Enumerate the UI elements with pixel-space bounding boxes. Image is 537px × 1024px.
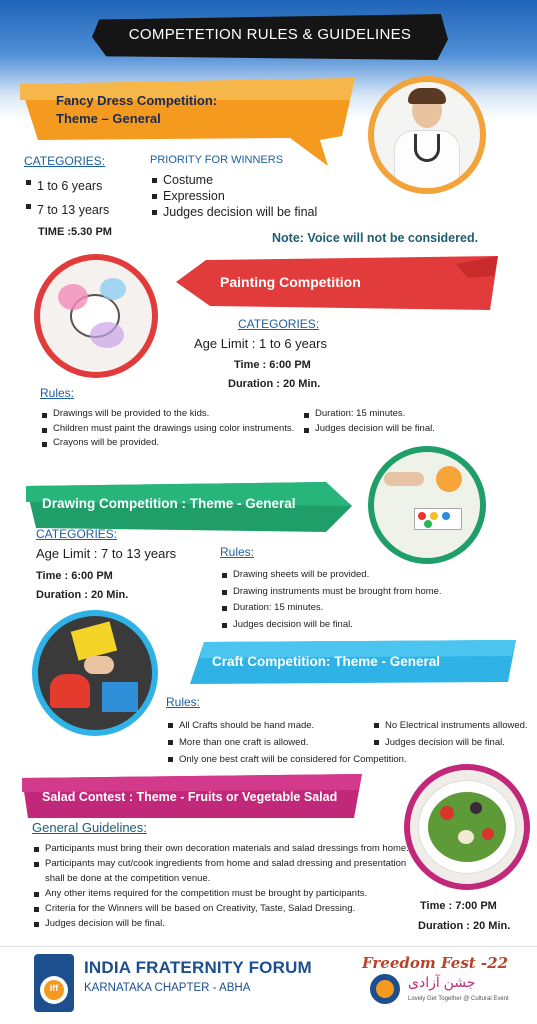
drawing-categories-label: CATEGORIES: xyxy=(36,527,118,541)
list-item: All Crafts should be hand made. xyxy=(166,717,416,734)
drawing-rules-list xyxy=(220,567,460,633)
painting-photo xyxy=(34,254,158,378)
list-item: Judges decision will be final xyxy=(150,204,360,220)
painting-categories-label: CATEGORIES: xyxy=(238,317,320,331)
fancy-note: Note: Voice will not be considered. xyxy=(272,231,479,245)
painting-duration: Duration : 20 Min. xyxy=(228,378,321,390)
painting-rules-left xyxy=(40,407,302,451)
list-item: Drawing sheets will be provided. xyxy=(220,567,460,584)
painting-title: Painting Competition xyxy=(220,274,361,290)
list-item: Costume xyxy=(150,172,360,188)
painting-rules-label: Rules: xyxy=(40,386,75,400)
fancy-priority-label: PRIORITY FOR WINNERS xyxy=(150,154,284,166)
list-item: Drawing instruments must be brought from home. xyxy=(220,584,460,601)
list-item: Expression xyxy=(150,188,360,204)
fest-urdu: جشن آزادی xyxy=(408,974,476,990)
salad-guidelines-list xyxy=(32,841,412,931)
list-item: Duration: 15 minutes. xyxy=(220,600,460,617)
list-item: Duration: 15 minutes. xyxy=(302,407,462,422)
salad-title: Salad Contest : Theme - Fruits or Vegetable Salad xyxy=(42,790,338,804)
salad-duration: Duration : 20 Min. xyxy=(418,920,511,932)
fancy-photo xyxy=(368,76,486,194)
footer-chapter: KARNATAKA CHAPTER - ABHA xyxy=(84,982,251,994)
list-item: 1 to 6 years xyxy=(24,174,144,198)
fest-title: Freedom Fest -22 xyxy=(362,954,509,972)
drawing-title: Drawing Competition : Theme - General xyxy=(42,496,296,511)
craft-photo xyxy=(32,610,158,736)
list-item: Only one best craft will be considered for Competition. xyxy=(166,751,416,768)
painting-rules-right xyxy=(302,407,462,436)
list-item: Judges decision will be final. xyxy=(372,734,532,751)
fancy-priority-list xyxy=(150,172,360,220)
fest-emblem xyxy=(368,972,402,1006)
drawing-photo xyxy=(368,446,486,564)
list-item: More than one craft is allowed. xyxy=(166,734,416,751)
salad-photo xyxy=(404,764,530,890)
drawing-rules-label: Rules: xyxy=(220,545,255,559)
painting-time: Time : 6:00 PM xyxy=(234,359,311,371)
fancy-time: TIME :5.30 PM xyxy=(38,226,112,238)
craft-title: Craft Competition: Theme - General xyxy=(212,654,441,669)
salad-time: Time : 7:00 PM xyxy=(420,900,497,912)
list-item: Criteria for the Winners will be based on Creativity, Taste, Salad Dressing. xyxy=(32,901,412,916)
footer-org: INDIA FRATERNITY FORUM xyxy=(84,958,312,977)
drawing-time: Time : 6:00 PM xyxy=(36,570,113,582)
drawing-age: Age Limit : 7 to 13 years xyxy=(36,546,177,561)
craft-rules-label: Rules: xyxy=(166,695,201,709)
list-item: Judges decision will be final. xyxy=(220,617,460,634)
fancy-categories-list xyxy=(24,174,144,222)
fest-tagline: Lovely Get Together @ Cultural Event xyxy=(408,996,509,1002)
salad-guidelines-label: General Guidelines: xyxy=(32,820,147,835)
list-item: 7 to 13 years xyxy=(24,198,144,222)
drawing-duration: Duration : 20 Min. xyxy=(36,589,129,601)
list-item: Participants must bring their own decoration materials and salad dressings from home. xyxy=(32,841,412,856)
list-item: Judges decision will be final. xyxy=(32,916,412,931)
list-item: No Electrical instruments allowed. xyxy=(372,717,532,734)
page-title: COMPETETION RULES & GUIDELINES xyxy=(128,26,412,43)
list-item: Any other items required for the competition must be brought by participants. xyxy=(32,886,412,901)
list-item: Participants may cut/cook ingredients from home and salad dressing and presentation shall be done at the competition venue. xyxy=(32,856,412,886)
list-item: Drawings will be provided to the kids. xyxy=(40,407,302,422)
fancy-title: Fancy Dress Competition: Theme – General xyxy=(56,93,218,126)
list-item: Crayons will be provided. xyxy=(40,436,302,451)
footer-divider xyxy=(0,946,537,947)
craft-rules-right xyxy=(372,717,532,751)
list-item: Judges decision will be final. xyxy=(302,422,462,437)
iff-logo-text: iff xyxy=(49,983,59,993)
painting-age: Age Limit : 1 to 6 years xyxy=(194,336,327,351)
list-item: Children must paint the drawings using color instruments. xyxy=(40,422,302,437)
fancy-categories-label: CATEGORIES: xyxy=(24,154,106,168)
